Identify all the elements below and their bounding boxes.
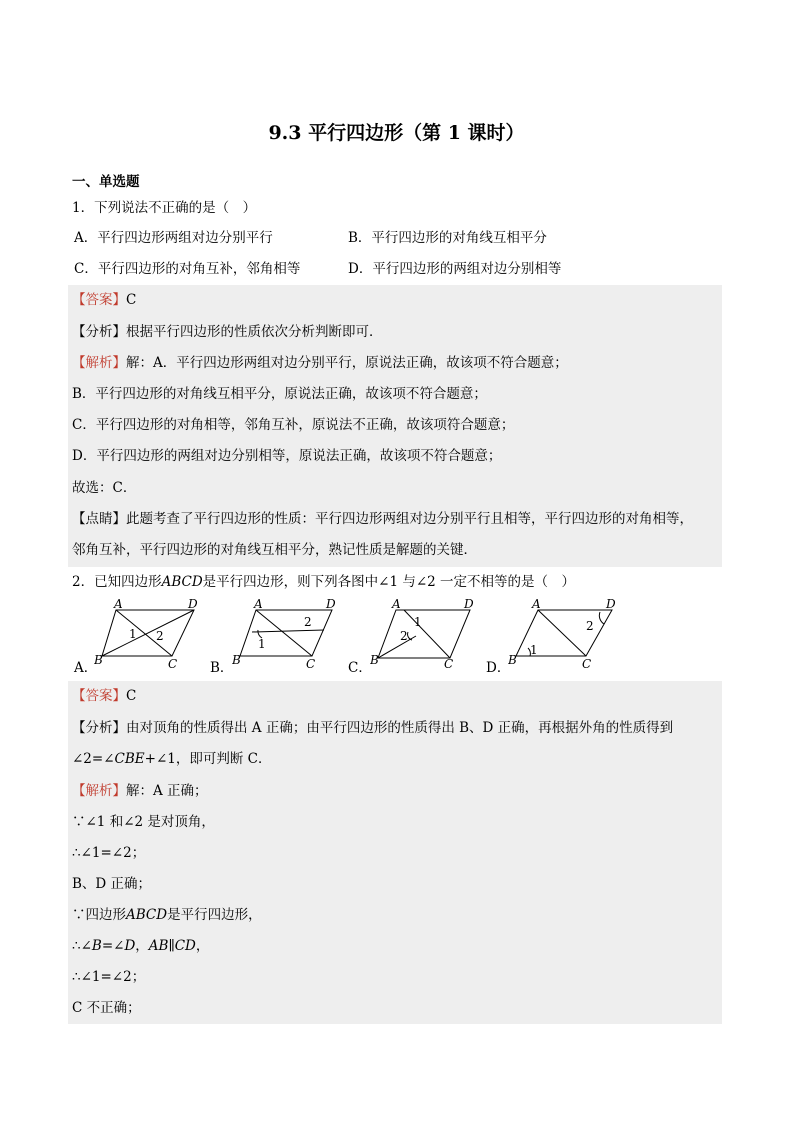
- q1-solution-line: D．平行四边形的两组对边分别相等，原说法正确，故该项不符合题意；: [72, 448, 502, 464]
- angle-2: 2: [400, 629, 408, 643]
- vertex-a: A: [392, 598, 401, 611]
- text-part: =∠: [101, 938, 125, 954]
- q2-answer: [72, 686, 136, 706]
- q2-option-a-label: A．: [74, 660, 98, 676]
- text-part: ，: [135, 938, 149, 954]
- angle-1: 1: [530, 643, 538, 657]
- vertex-d: D: [464, 598, 474, 611]
- vertex-d: D: [326, 598, 336, 611]
- q1-solution-line: C．平行四边形的对角相等，邻角互补，原说法不正确，故该项符合题意；: [72, 417, 515, 433]
- solution-text: 解：A．平行四边形两组对边分别平行，原说法正确，故该项不符合题意；: [126, 355, 568, 371]
- q1-comment: [72, 509, 693, 529]
- angle-2: 2: [586, 619, 594, 633]
- vertex-b: B: [508, 653, 517, 667]
- q2-solution-line: C 不正确；: [72, 1000, 141, 1016]
- q1-solution-line: B．平行四边形的对角线互相平分，原说法正确，故该项不符合题意；: [72, 386, 487, 402]
- q1-analysis: [72, 322, 383, 342]
- vertex-b: B: [370, 653, 379, 667]
- q2-stem-var: ABCD: [161, 574, 203, 590]
- analysis-tag: 【分析】: [72, 324, 126, 340]
- angle-2: 2: [156, 629, 164, 643]
- text-part: ∠2=∠: [72, 751, 115, 767]
- q2-stem-part: 2．已知四边形: [72, 574, 162, 590]
- q2-solution-line: ∴∠1=∠2；: [72, 969, 146, 985]
- figure-a: [94, 598, 204, 668]
- angle-1: 1: [414, 615, 422, 629]
- vertex-b: B: [94, 653, 103, 667]
- q2-analysis-cont: [72, 749, 271, 769]
- text-var: CBE: [114, 751, 145, 767]
- q2-solution-line: [72, 936, 209, 956]
- text-var: AB: [148, 938, 169, 954]
- vertex-a: A: [254, 598, 263, 611]
- q2-solution-line: B、D 正确；: [72, 876, 152, 892]
- vertex-c: C: [306, 657, 316, 668]
- comment-tag: 【点睛】: [72, 511, 126, 527]
- answer-value: C: [126, 688, 137, 704]
- vertex-c: C: [582, 657, 592, 668]
- q1-solution-line: 故选：C．: [72, 480, 137, 496]
- vertex-c: C: [444, 657, 454, 668]
- vertex-d: D: [606, 598, 616, 611]
- q1-option-d: D．平行四边形的两组对边分别相等: [348, 261, 562, 277]
- text-part: ∵四边形: [72, 907, 126, 923]
- q1-option-c: C．平行四边形的对角互补，邻角相等: [74, 261, 301, 277]
- q1-comment-cont: 邻角互补，平行四边形的对角线互相平分，熟记性质是解题的关键．: [72, 542, 477, 558]
- vertex-d: D: [188, 598, 198, 611]
- q1-stem: 1．下列说法不正确的是（ ）: [72, 200, 257, 216]
- text-part: 是平行四边形，: [167, 907, 262, 923]
- section-heading: 一、单选题: [72, 174, 140, 190]
- vertex-c: C: [168, 657, 178, 668]
- answer-value: C: [126, 292, 137, 308]
- analysis-text: 由对顶角的性质得出 A 正确；由平行四边形的性质得出 B、D 正确，再根据外角的性质得到: [126, 720, 674, 736]
- vertex-b: B: [232, 653, 241, 667]
- text-part: ，: [195, 938, 210, 954]
- q2-stem-part: 是平行四边形，则下列各图中∠1 与∠2 一定不相等的是（ ）: [202, 574, 576, 590]
- text-part: +∠1，即可判断 C．: [144, 751, 272, 767]
- text-var: ABCD: [126, 907, 168, 923]
- q1-option-a: A．平行四边形两组对边分别平行: [74, 230, 273, 246]
- angle-1: 1: [258, 637, 266, 651]
- solution-tag: 【解析】: [72, 355, 126, 371]
- q2-solution: [72, 781, 208, 801]
- q2-option-d-label: D．: [486, 660, 511, 676]
- angle-2: 2: [304, 615, 312, 629]
- figure-b: [232, 598, 342, 668]
- text-var: CD: [174, 938, 196, 954]
- vertex-a: A: [114, 598, 123, 611]
- answer-tag: 【答案】: [72, 292, 126, 308]
- q2-solution-line: ∴∠1=∠2；: [72, 845, 146, 861]
- q2-analysis: [72, 718, 673, 738]
- figure-c: [370, 598, 480, 668]
- q1-option-b: B．平行四边形的对角线互相平分: [348, 230, 547, 246]
- q2-option-c-label: C．: [348, 660, 372, 676]
- solution-tag: 【解析】: [72, 783, 126, 799]
- q2-solution-line: ∵∠1 和∠2 是对顶角，: [72, 814, 215, 830]
- answer-tag: 【答案】: [72, 688, 126, 704]
- figure-d: [508, 598, 624, 668]
- q2-solution-line: [72, 905, 262, 925]
- angle-1: 1: [129, 627, 137, 641]
- solution-text: 解：A 正确；: [126, 783, 208, 799]
- analysis-tag: 【分析】: [72, 720, 126, 736]
- text-part: ∴∠: [72, 938, 92, 954]
- text-var: B: [91, 938, 102, 954]
- text-var: D: [124, 938, 136, 954]
- q1-solution: [72, 353, 568, 373]
- q2-stem: [72, 572, 575, 592]
- vertex-a: A: [532, 598, 541, 611]
- q1-answer: [72, 290, 136, 310]
- analysis-text: 根据平行四边形的性质依次分析判断即可．: [126, 324, 383, 340]
- comment-text: 此题考查了平行四边形的性质：平行四边形两组对边分别平行且相等，平行四边形的对角相等，: [126, 511, 693, 527]
- q2-option-b-label: B．: [210, 660, 234, 676]
- page-title: 9.3 平行四边形（第 1 课时）: [268, 122, 525, 144]
- text-part: ∥: [168, 938, 175, 954]
